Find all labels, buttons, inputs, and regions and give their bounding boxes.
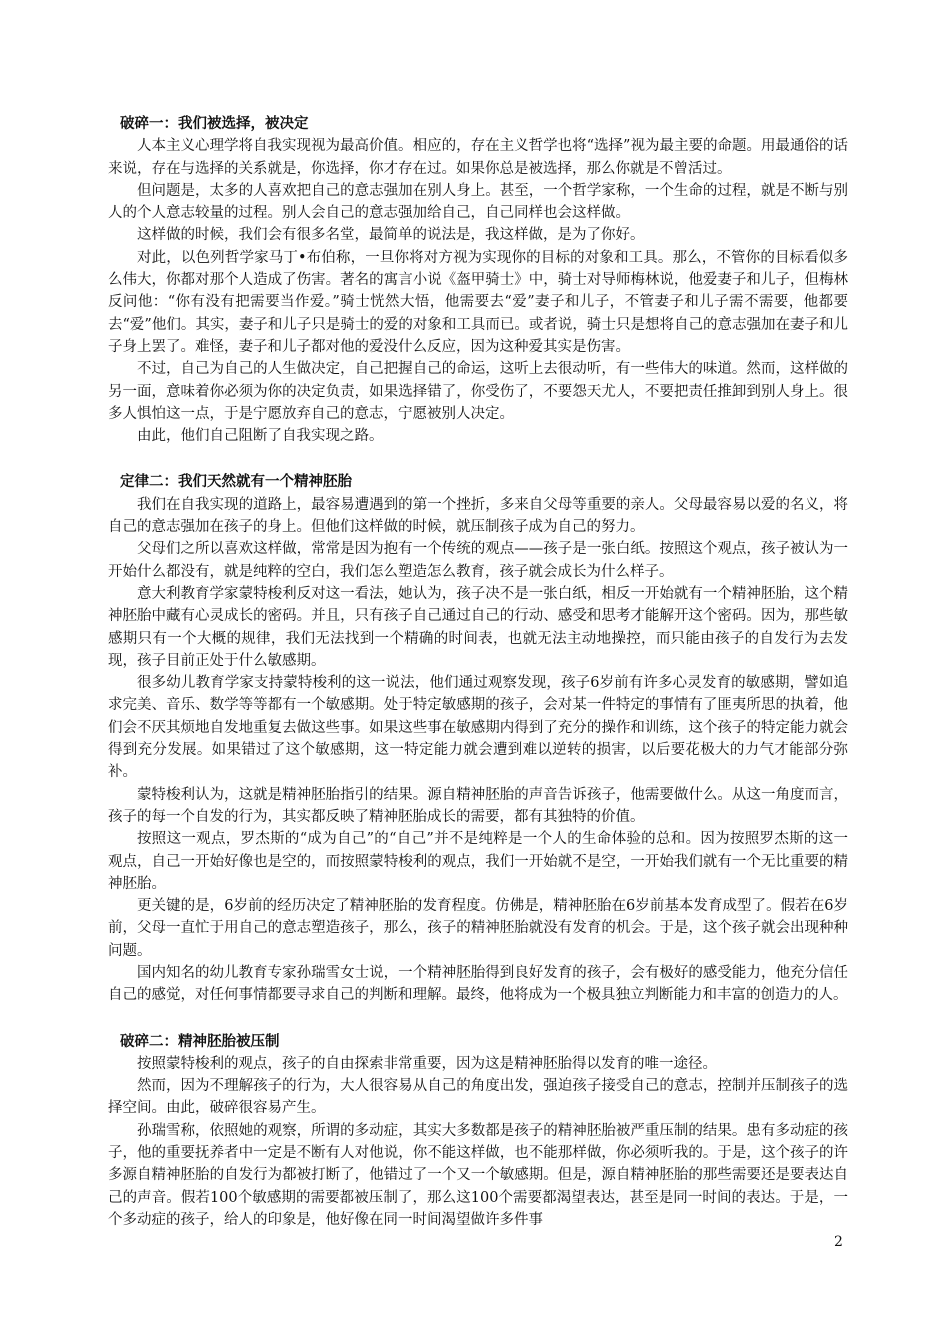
paragraph: 国内知名的幼儿教育专家孙瑞雪女士说，一个精神胚胎得到良好发育的孩子，会有极好的感受能力，他充分信任自己的感觉，对任何事情都要寻求自己的判断和理解。最终，他将成为一个极具独立判断能力和丰富的创造力的人。 (108, 964, 848, 1004)
paragraph: 人本主义心理学将自我实现视为最高价值。相应的，存在主义哲学也将“选择”视为最主要的命题。用最通俗的话来说，存在与选择的关系就是，你选择，你才存在过。如果你总是被选择，那么你就是不曾活过。 (108, 138, 848, 177)
paragraph: 由此，他们自己阻断了自我实现之路。 (137, 428, 384, 445)
paragraph: 按照蒙特梭利的观点，孩子的自由探索非常重要，因为这是精神胚胎得以发育的唯一途径。 (137, 1055, 717, 1072)
paragraph: 父母们之所以喜欢这样做，常常是因为抱有一个传统的观点——孩子是一张白纸。按照这个观点，孩子被认为一开始什么都没有，就是纯粹的空白，我们怎么塑造怎么教育，孩子就会成长为什么样子。 (108, 541, 848, 580)
paragraph: 然而，因为不理解孩子的行为，大人很容易从自己的角度出发，强迫孩子接受自己的意志，控制并压制孩子的选择空间。由此，破碎很容易产生。 (108, 1078, 848, 1117)
paragraph: 意大利教育学家蒙特梭利反对这一看法，她认为，孩子决不是一张白纸，相反一开始就有一个精神胚胎，这个精神胚胎中藏有心灵成长的密码。并且，只有孩子自己通过自己的行动、感受和思考才能解开这个密码。因为，那些敏感期只有一个大概的规律，我们无法找到一个精确的时间表，也就无法主动地操控，而只能由孩子的自发行为去发现，孩子目前正处于什么敏感期。 (108, 585, 848, 669)
page-number: 2 (834, 1234, 843, 1250)
paragraph: 孙瑞雪称，依照她的观察，所谓的多动症，其实大多数都是孩子的精神胚胎被严重压制的结果。患有多动症的孩子，他的重要抚养者中一定是不断有人对他说，你不能这样做，也不能那样做，你必须听我的。于是，这个孩子的许多源自精神胚胎的自发行为都被打断了，他错过了一个又一个敏感期。但是，源自精神胚胎的那些需要还是要表达自己的声音。假若100个敏感期的需要都被压制了，那么这100个需要都渴望表达，甚至是同一时间的表达。于是，一个多动症的孩子，给人的印象是，他好像在同一时间渴望做许多件事 (108, 1122, 848, 1228)
paragraph: 对此，以色列哲学家马丁•布伯称，一旦你将对方视为实现你的目标的对象和工具。那么，不管你的目标看似多么伟大，你都对那个人造成了伤害。著名的寓言小说《盔甲骑士》中，骑士对导师梅林说，他爱妻子和儿子，但梅林反问他：“你有没有把需要当作爱。”骑士恍然大悟，他需要去“爱”妻子和儿子，不管妻子和儿子需不需要，他都要去“爱”他们。其实，妻子和儿子只是骑士的爱的对象和工具而已。或者说，骑士只是想将自己的意志强加在妻子和儿子身上罢了。难怪，妻子和儿子都对他的爱没什么反应，因为这种爱其实是伤害。 (108, 249, 848, 355)
paragraph: 不过，自己为自己的人生做决定，自己把握自己的命运，这听上去很动听，有一些伟大的味道。然而，这样做的另一面，意味着你必须为你的决定负责，如果选择错了，你受伤了，不要怨天尤人，不要把责任推卸到别人身上。很多人惧怕这一点，于是宁愿放弃自己的意志，宁愿被别人决定。 (108, 361, 848, 422)
paragraph: 我们在自我实现的道路上，最容易遭遇到的第一个挫折，多来自父母等重要的亲人。父母最容易以爱的名义，将自己的意志强加在孩子的身上。但他们这样做的时候，就压制孩子成为自己的努力。 (108, 496, 848, 536)
section-heading-3: 破碎二：精神胚胎被压制 (120, 1033, 280, 1050)
paragraph: 更关键的是，6岁前的经历决定了精神胚胎的发育程度。仿佛是，精神胚胎在6岁前基本发育成型了。假若在6岁前，父母一直忙于用自己的意志塑造孩子，那么，孩子的精神胚胎就没有发育的机会。于是，这个孩子就会出现种种问题。 (108, 898, 848, 959)
paragraph: 这样做的时候，我们会有很多名堂，最简单的说法是，我这样做，是为了你好。 (137, 227, 645, 244)
paragraph: 很多幼儿教育学家支持蒙特梭利的这一说法，他们通过观察发现，孩子6岁前有许多心灵发育的敏感期，譬如追求完美、音乐、数学等等都有一个敏感期。处于特定敏感期的孩子，会对某一件特定的事情有了匪夷所思的执着，他们会不厌其烦地自发地重复去做这些事。如果这些事在敏感期内得到了充分的操作和训练，这个孩子的特定能力就会得到充分发展。如果错过了这个敏感期，这一特定能力就会遭到难以逆转的损害，以后要花极大的力气才能部分弥补。 (108, 675, 848, 781)
document-body (108, 113, 848, 1231)
section-heading-2: 定律二：我们天然就有一个精神胚胎 (120, 474, 352, 491)
paragraph: 但问题是，太多的人喜欢把自己的意志强加在别人身上。甚至，一个哲学家称，一个生命的过程，就是不断与别人的个人意志较量的过程。别人会自己的意志强加给自己，自己同样也会这样做。 (108, 182, 848, 222)
paragraph: 按照这一观点，罗杰斯的“成为自己”的“自己”并不是纯粹是一个人的生命体验的总和。因为按照罗杰斯的这一观点，自己一开始好像也是空的，而按照蒙特梭利的观点，我们一开始就不是空，一开始我们就有一个无比重要的精神胚胎。 (108, 831, 848, 892)
paragraph: 蒙特梭利认为，这就是精神胚胎指引的结果。源自精神胚胎的声音告诉孩子，他需要做什么。从这一角度而言，孩子的每一个自发的行为，其实都反映了精神胚胎成长的需要，都有其独特的价值。 (108, 786, 848, 825)
section-heading-1: 破碎一：我们被选择，被决定 (120, 116, 309, 132)
